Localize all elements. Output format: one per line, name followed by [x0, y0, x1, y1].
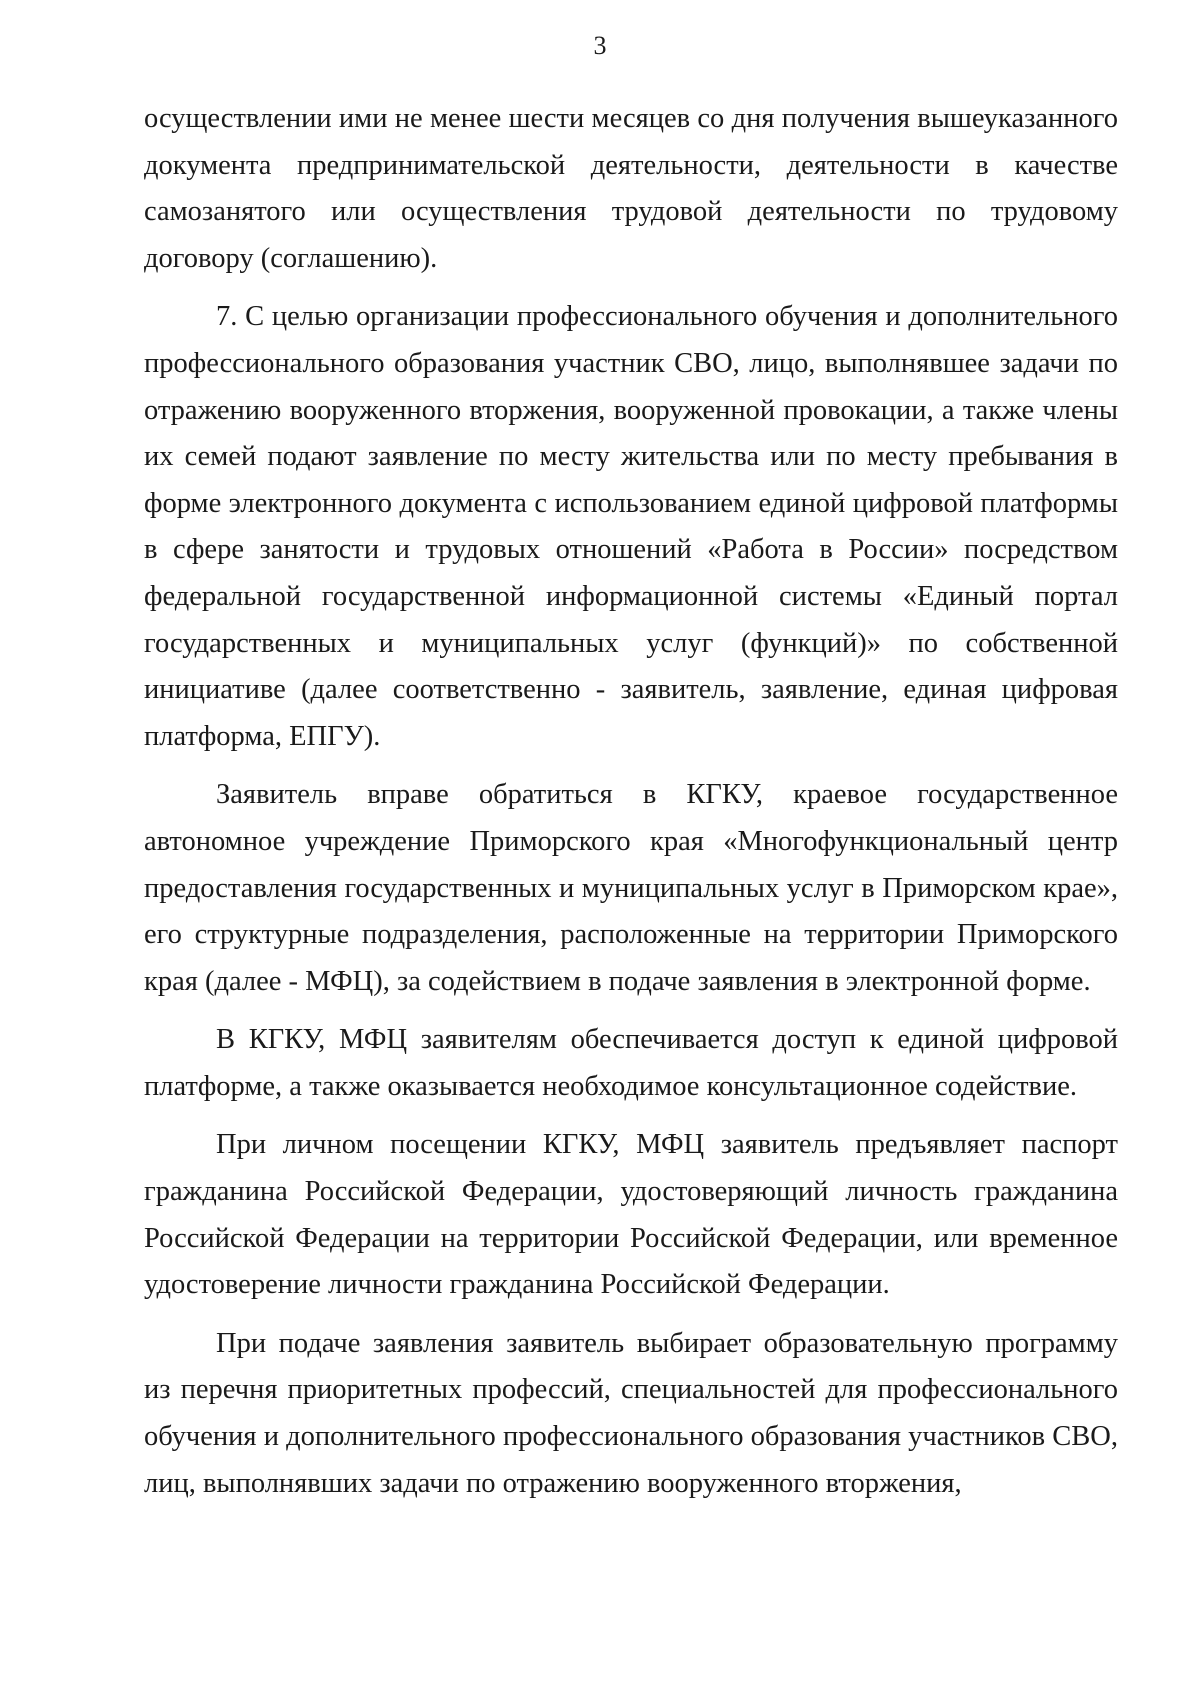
- paragraph-continuation: осуществлении ими не менее шести месяцев со дня получения вышеуказанного документа предпринимательской деятельности, деятельности в качестве самозанятого или осуществления трудовой деятельности по трудовому договору (соглашению).: [144, 103, 1118, 274]
- paragraph-program-choice: При подаче заявления заявитель выбирает образовательную программу из перечня приоритетных профессий, специальностей для профессионального обучения и дополнительного профессионального образования участников СВО, лиц, выполнявших задачи по отражению вооруженного вторжения,: [144, 1327, 1118, 1499]
- paragraph-access: В КГКУ, МФЦ заявителям обеспечивается доступ к единой цифровой платформе, а также оказывается необходимое консультационное содействие.: [144, 1024, 1118, 1102]
- paragraph-applicant-right: Заявитель вправе обратиться в КГКУ, краевое государственное автономное учреждение Приморского края «Многофункциональный центр предоставления государственных и муниципальных услуг в Приморском крае», его структурные подразделения, расположенные на территории Приморского края (далее - МФЦ), за содействием в подаче заявления в электронной форме.: [144, 779, 1118, 997]
- paragraph-personal-visit: При личном посещении КГКУ, МФЦ заявитель предъявляет паспорт гражданина Российской Федерации, удостоверяющий личность гражданина Российской Федерации на территории Российской Федерации, или временное удостоверение личности гражданина Российской Федерации.: [144, 1129, 1118, 1301]
- page-number: 3: [593, 31, 607, 60]
- paragraph-item-7: 7. С целью организации профессионального обучения и дополнительного профессионального образования участник СВО, лицо, выполнявшее задачи по отражению вооруженного вторжения, вооруженной провокации, а также члены их семей подают заявление по месту жительства или по месту пребывания в форме электронного документа с использованием единой цифровой платформы в сфере занятости и трудовых отношений «Работа в России» посредством федеральной государственной информационной системы «Единый портал государственных и муниципальных услуг (функций)» по собственной инициативе (далее соответственно - заявитель, заявление, единая цифровая платформа, ЕПГУ).: [144, 301, 1118, 752]
- document-body: [144, 96, 1118, 1519]
